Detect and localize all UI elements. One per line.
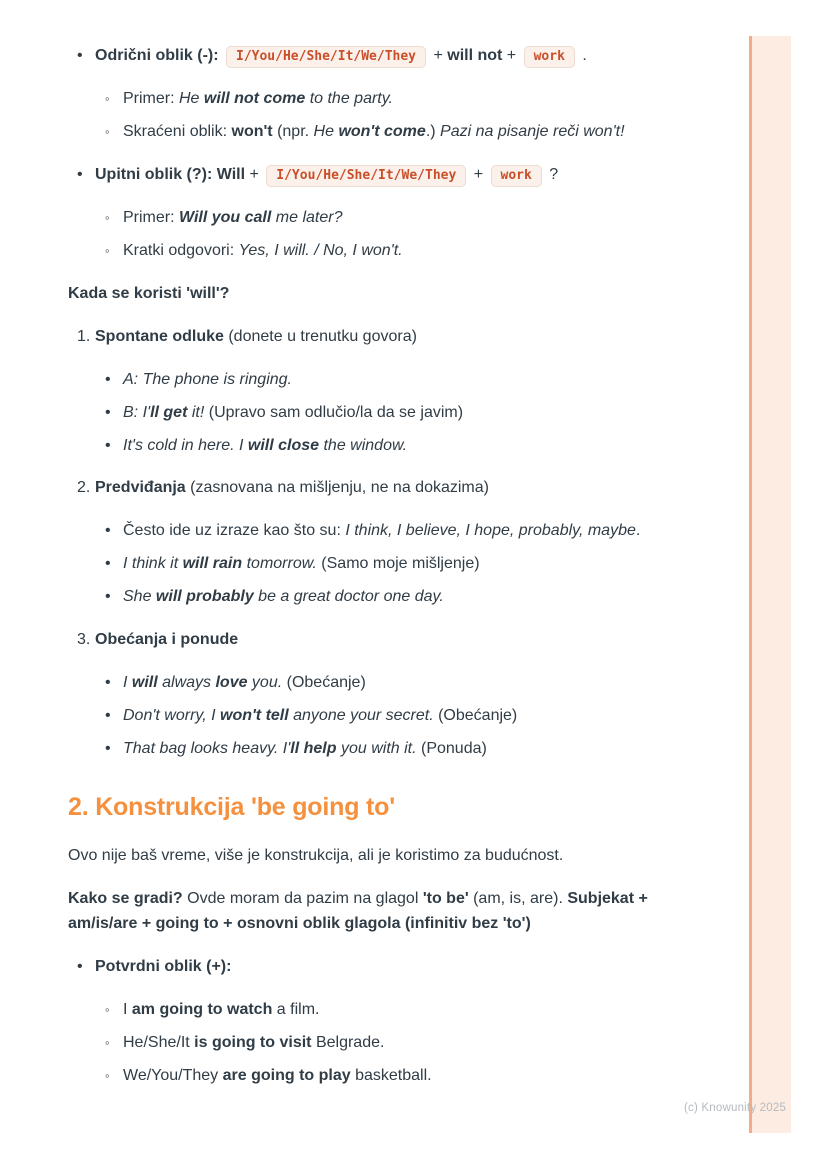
bullet-marker: • [105,674,111,692]
list-item-text [123,704,716,729]
bullet-marker: • [105,522,111,540]
list-item-text [123,737,716,762]
list-item-text [95,325,716,350]
text-run: (zasnovana na mišljenju, ne na dokazima) [185,479,489,497]
list-item [105,1064,716,1089]
text-run: be a great doctor one day. [253,588,444,606]
list-item [77,325,716,350]
number-marker: 2. [77,479,91,497]
text-run: (Upravo sam odlučio/la da se javim) [204,403,464,421]
code-chip: I/You/He/She/It/We/They [266,165,466,187]
list-item [105,87,716,112]
list-item-text [123,1031,716,1056]
list-item-text [123,368,716,393]
text-run: anyone your secret. [288,707,434,725]
text-run: . [635,522,641,540]
text-run: B: I' [123,403,151,421]
text-run: (donete u trenutku govora) [223,327,417,345]
text-run: He [313,122,339,140]
text-run: Will you call [179,208,272,226]
list-item [105,434,716,459]
list [77,44,716,264]
text-run: me later? [271,208,343,226]
list-item [105,704,716,729]
code-chip: work [524,46,575,68]
list-item [77,44,716,69]
list-item [105,552,716,577]
list-item [105,120,716,145]
list-item-text [123,120,716,145]
text-run: won't [231,122,273,140]
text-run: (Obećanje) [433,707,518,725]
paragraph [68,887,716,937]
text-run: She [123,588,156,606]
bullet-marker: • [105,436,111,454]
circle-marker: ◦ [105,242,110,258]
text-run: the window. [319,436,408,454]
list-item-text [123,434,716,459]
circle-marker: ◦ [105,1035,110,1051]
text-run: I think it [123,555,183,573]
list [77,955,716,1089]
list-item [105,206,716,231]
text-run: will not come [203,89,306,107]
circle-marker: ◦ [105,123,110,139]
text-run: + [469,165,488,183]
list-item-text [123,239,716,264]
text-run: to the party. [305,89,393,107]
bullet-marker: • [105,707,111,725]
paragraph [68,844,716,869]
circle-marker: ◦ [105,1068,110,1084]
section-heading [68,792,716,823]
bullet-marker: • [105,740,111,758]
text-run: + [429,47,448,64]
text-run: Kako se gradi? [68,890,183,908]
text-run: Skraćeni oblik: [123,122,232,140]
list-item [105,401,716,426]
text-run: love [215,674,248,692]
list [105,87,716,145]
list-item [105,585,716,610]
text-run: He [179,89,204,107]
list [77,325,716,762]
list-item-text [123,552,716,577]
text-run: (Ponuda) [416,740,487,758]
text-run: Primer: [123,208,179,226]
text-run: a film. [272,1001,320,1019]
list-item-text [123,998,716,1023]
text-run: Yes, I will. / No, I won't. [238,241,403,259]
text-run: always [157,674,216,692]
text-run: We/You/They [123,1067,223,1085]
text-run: Spontane odluke [95,327,224,345]
text-run: Obećanja i ponude [95,631,239,649]
list-item [77,955,716,980]
text-run: will close [247,436,320,454]
text-run: tomorrow. [242,555,317,573]
bullet-marker: • [105,555,111,573]
text-run: A: The phone is ringing. [123,370,292,388]
text-run: Predviđanja [95,479,186,497]
list-item-text [123,671,716,696]
text-run: will [131,674,158,692]
list-item [105,519,716,544]
number-marker: 3. [77,631,91,649]
copyright-watermark: (c) Knowunity 2025 [684,1102,787,1114]
text-run: won't come [338,122,426,140]
list-item-text [95,628,716,653]
bullet-marker: • [105,403,111,421]
circle-marker: ◦ [105,209,110,225]
text-run: . [577,47,587,64]
text-run: ll get [150,403,188,421]
text-run: you. [247,674,283,692]
list [105,519,716,610]
text-run: (Obećanje) [282,674,366,692]
page-edge-stripe [749,36,791,1133]
list-item-text [123,206,716,231]
text-run: + [245,165,264,183]
circle-marker: ◦ [105,90,110,106]
text-run: (npr. [272,122,314,140]
bullet-marker: • [77,47,83,64]
text-run: you with it. [336,740,417,758]
text-run: I [123,674,132,692]
text-run: is going to visit [194,1034,312,1052]
list-item [77,476,716,501]
text-run: .) [425,122,441,140]
text-run: Don't worry, I [123,707,220,725]
text-run: Ovo nije baš vreme, više je konstrukcija, ali je koristimo za budućnost. [68,847,564,865]
circle-marker: ◦ [105,1002,110,1018]
list-item-text [95,476,716,501]
list-item-text [123,87,716,112]
list-item [77,628,716,653]
text-run: (am, is, are). [468,890,568,908]
list-item [105,368,716,393]
code-chip: work [491,165,542,187]
number-marker: 1. [77,327,91,345]
text-run: He/She/It [123,1034,195,1052]
list-item [105,239,716,264]
text-run: basketball. [350,1067,432,1085]
text-run: Upitni oblik (?): Will [95,165,246,183]
text-run: That bag looks heavy. I' [123,740,291,758]
text-run: will rain [182,555,243,573]
list-item-text [95,44,716,69]
paragraph [68,282,716,307]
text-run: are going to play [222,1067,351,1085]
text-run: 'to be' [422,890,469,908]
document-content [68,36,716,1107]
list-item [105,671,716,696]
text-run: Pazi na pisanje reči won't! [440,122,625,140]
list-item-text [123,519,716,544]
list-item-text [95,955,716,980]
bullet-marker: • [77,165,83,183]
code-chip: I/You/He/She/It/We/They [226,46,426,68]
text-run: won't tell [220,707,289,725]
text-run: it! [187,403,205,421]
bullet-marker: • [105,370,111,388]
text-run: 2. Konstrukcija 'be going to' [68,793,395,822]
text-run: I think, I believe, I hope, probably, maybe [345,522,636,540]
text-run: Subjekat + am/is/are + going to + osnovni oblik glagola (infinitiv bez 'to') [68,890,648,933]
list-item [105,1031,716,1056]
text-run: Kratki odgovori: [123,241,239,259]
list [105,998,716,1089]
text-run: Ovde moram da pazim na glagol [182,890,423,908]
text-run: It's cold in here. I [123,436,248,454]
text-run: ll help [290,740,337,758]
text-run: Belgrade. [311,1034,385,1052]
list-item [77,163,716,188]
list-item-text [95,163,716,188]
text-run: will probably [155,588,254,606]
list [105,368,716,459]
list-item [105,998,716,1023]
text-run: will not [447,47,503,64]
text-run: am going to watch [131,1001,273,1019]
bullet-marker: • [77,958,83,976]
text-run: Često ide uz izraze kao što su: [123,522,346,540]
text-run: Odrični oblik (-): [95,47,223,64]
list-item [105,737,716,762]
list-item-text [123,1064,716,1089]
list [105,671,716,762]
bullet-marker: • [105,588,111,606]
list-item-text [123,585,716,610]
text-run: Kada se koristi 'will'? [68,284,230,302]
text-run: ? [544,165,559,183]
text-run: I [123,1001,132,1019]
text-run: Potvrdni oblik (+): [95,958,232,976]
list-item-text [123,401,716,426]
text-run: (Samo moje mišljenje) [316,555,480,573]
text-run: Primer: [123,89,179,107]
text-run: + [502,47,521,64]
list [105,206,716,264]
